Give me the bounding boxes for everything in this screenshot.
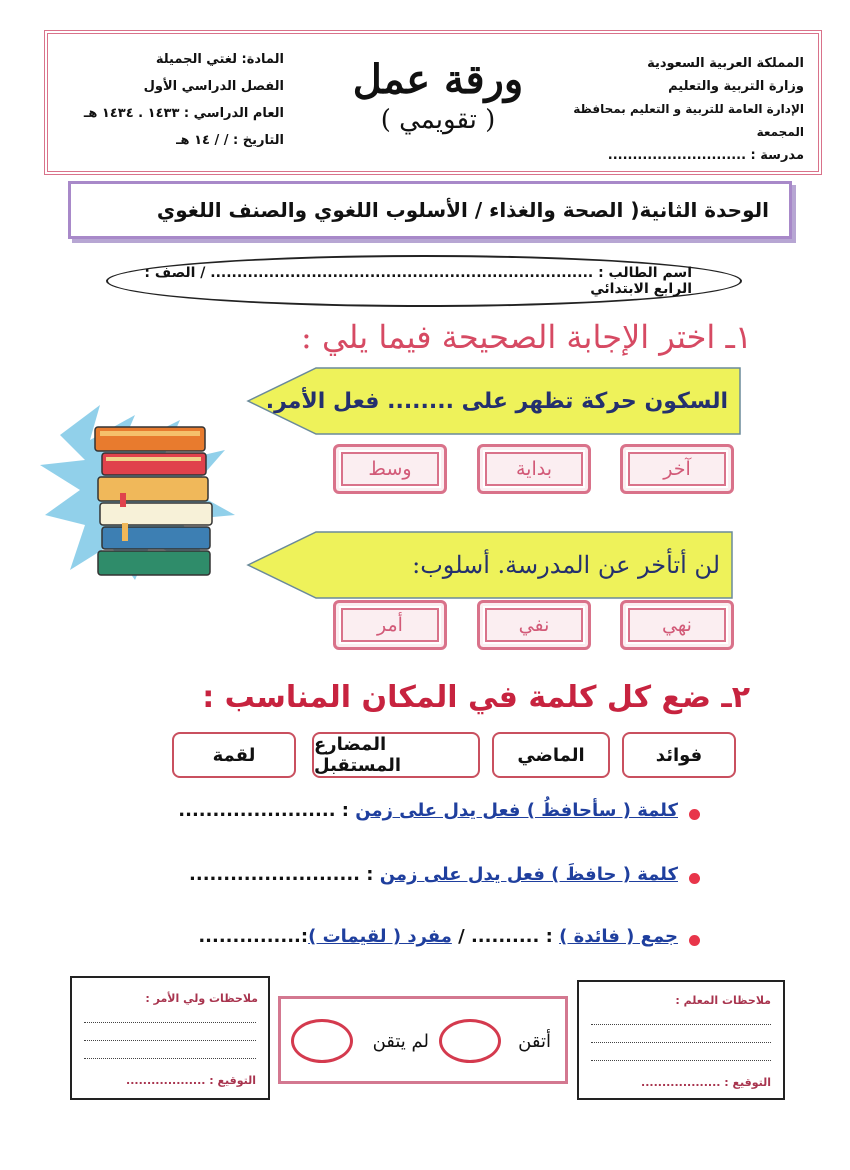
- school-text: مدرسة : ............................: [607, 148, 804, 163]
- parent-sign: التوقيع : ...................: [126, 1074, 256, 1087]
- worksheet-title-block: [298, 56, 578, 135]
- q2-item-1-lead: كلمة ( سأحافظُ ) فعل يدل على زمن: [355, 800, 678, 821]
- q2-item-3-blank-2[interactable]: :...............: [198, 926, 309, 947]
- not-mastered-label: لم يتقن: [372, 1031, 429, 1052]
- q2-item-2-lead: كلمة ( حافظَ ) فعل يدل على زمن: [379, 864, 678, 885]
- q1-question-1: [246, 366, 742, 436]
- q2-item-1: [178, 800, 678, 821]
- not-mastered-circle[interactable]: [291, 1019, 353, 1063]
- note-line: [591, 1024, 771, 1025]
- teacher-notes-title: ملاحظات المعلم :: [675, 994, 771, 1007]
- note-line: [84, 1058, 256, 1059]
- bullet-icon: [689, 873, 700, 884]
- mastered-label: أتقن: [518, 1031, 551, 1052]
- book-stack: [95, 427, 212, 575]
- q1-1-choice-b[interactable]: بداية: [477, 444, 591, 494]
- q1-question-2-text: لن أتأخر عن المدرسة. أسلوب:: [412, 551, 720, 579]
- q2-title: ٢ـ ضع كل كلمة في المكان المناسب :: [202, 680, 750, 715]
- q1-1-choice-c[interactable]: وسط: [333, 444, 447, 494]
- unit-banner: الوحدة الثانية( الصحة والغذاء / الأسلوب اللغوي والصنف اللغوي: [68, 181, 792, 239]
- semester-text: الفصل الدراسي الأول: [143, 79, 284, 94]
- word-box-4[interactable]: لقمة: [172, 732, 296, 778]
- worksheet-title: ورقة عمل: [352, 56, 524, 103]
- parent-notes-title: ملاحظات ولي الأمر :: [145, 992, 258, 1005]
- q2-item-2-blank[interactable]: : .........................: [189, 864, 380, 885]
- q2-item-2: [189, 864, 678, 885]
- q1-2-choice-b[interactable]: نفي: [477, 600, 591, 650]
- ministry-text: وزارة التربية والتعليم: [668, 79, 804, 94]
- word-box-2[interactable]: الماضي: [492, 732, 610, 778]
- q2-item-1-blank[interactable]: : .......................: [178, 800, 356, 821]
- teacher-notes-box[interactable]: [577, 980, 785, 1100]
- q2-item-3-lead-2: مفرد ( لقيمات ): [308, 926, 452, 947]
- header-subject-info: [64, 46, 284, 154]
- admin-text: الإدارة العامة للتربية و التعليم بمحافظة المجمعة: [573, 102, 804, 139]
- bullet-icon: [689, 809, 700, 820]
- teacher-sign: التوقيع : ...................: [641, 1076, 771, 1089]
- kingdom-text: المملكة العربية السعودية: [647, 56, 804, 71]
- bullet-icon: [689, 935, 700, 946]
- mastered-circle[interactable]: [439, 1019, 501, 1063]
- grade-box: [278, 996, 568, 1084]
- q1-2-choice-c[interactable]: أمر: [333, 600, 447, 650]
- q2-item-3-lead: جمع ( فائدة ): [559, 926, 678, 947]
- subject-text: المادة: لغتي الجميلة: [155, 52, 284, 67]
- word-box-3[interactable]: المضارع المستقبل: [312, 732, 480, 778]
- year-text: العام الدراسي : ١٤٣٣ . ١٤٣٤ هـ: [83, 106, 284, 121]
- q2-item-3: [198, 926, 678, 947]
- date-text: التاريخ : / / ١٤ هـ: [176, 133, 284, 148]
- parent-notes-box[interactable]: [70, 976, 270, 1100]
- q2-item-3-blank-1[interactable]: : .......... /: [451, 926, 560, 947]
- q1-2-choice-a[interactable]: نهي: [620, 600, 734, 650]
- q1-question-1-text: السكون حركة تظهر على ........ فعل الأمر.: [265, 388, 728, 414]
- header-school-info: [544, 52, 804, 167]
- q1-title: ١ـ اختر الإجابة الصحيحة فيما يلي :: [301, 318, 752, 356]
- note-line: [84, 1040, 256, 1041]
- q1-question-2: [246, 530, 734, 600]
- note-line: [84, 1022, 256, 1023]
- worksheet-subtitle: ( تقويمي ): [380, 105, 496, 135]
- header-box: [44, 30, 822, 175]
- books-illustration: [40, 395, 240, 585]
- q1-1-choice-a[interactable]: آخر: [620, 444, 734, 494]
- word-box-1[interactable]: فوائد: [622, 732, 736, 778]
- student-info-oval[interactable]: اسم الطالب : ........................................................................ / الصف : الرابع الابتدائي: [106, 255, 742, 307]
- note-line: [591, 1060, 771, 1061]
- note-line: [591, 1042, 771, 1043]
